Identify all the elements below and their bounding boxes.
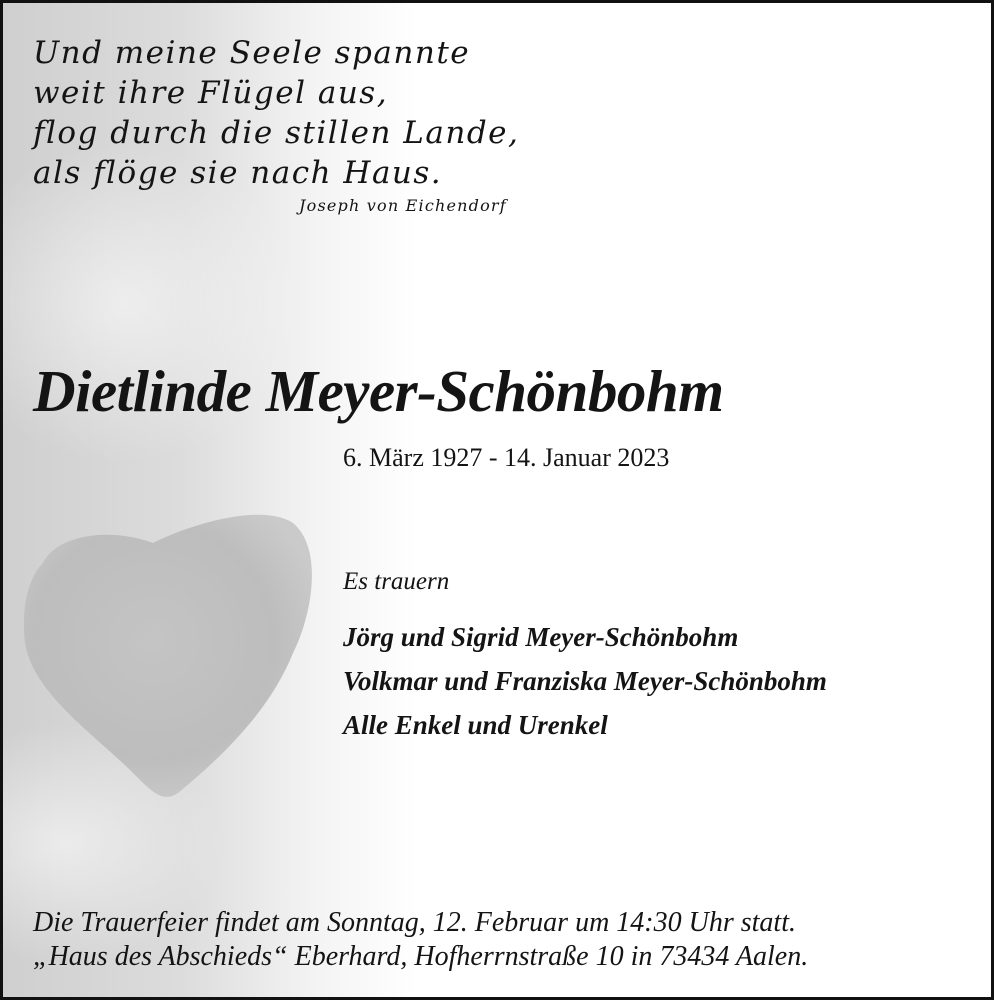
mourner: Volkmar und Franziska Meyer-Schönbohm: [343, 666, 827, 696]
poem-line: Und meine Seele spannte: [33, 35, 471, 71]
deceased-name: Dietlinde Meyer-Schönbohm: [33, 358, 724, 424]
poem: [33, 33, 519, 193]
service-time: Die Trauerfeier findet am Sonntag, 12. Februar um 14:30 Uhr statt.: [33, 907, 796, 938]
poem-author: Joseph von Eichendorf: [299, 196, 507, 215]
service-location: „Haus des Abschieds“ Eberhard, Hofherrnstraße 10 in 73434 Aalen.: [33, 941, 809, 972]
service-info: [33, 906, 808, 974]
mourners-heading: Es trauern: [343, 568, 450, 595]
poem-line: flog durch die stillen Lande,: [33, 115, 520, 151]
mourner: Jörg und Sigrid Meyer-Schönbohm: [343, 622, 739, 652]
poem-line: weit ihre Flügel aus,: [33, 75, 389, 111]
mourners-list: [343, 615, 827, 747]
life-dates: 6. März 1927 - 14. Januar 2023: [343, 443, 670, 472]
poem-line: als flöge sie nach Haus.: [33, 155, 443, 191]
mourner: Alle Enkel und Urenkel: [343, 710, 608, 740]
